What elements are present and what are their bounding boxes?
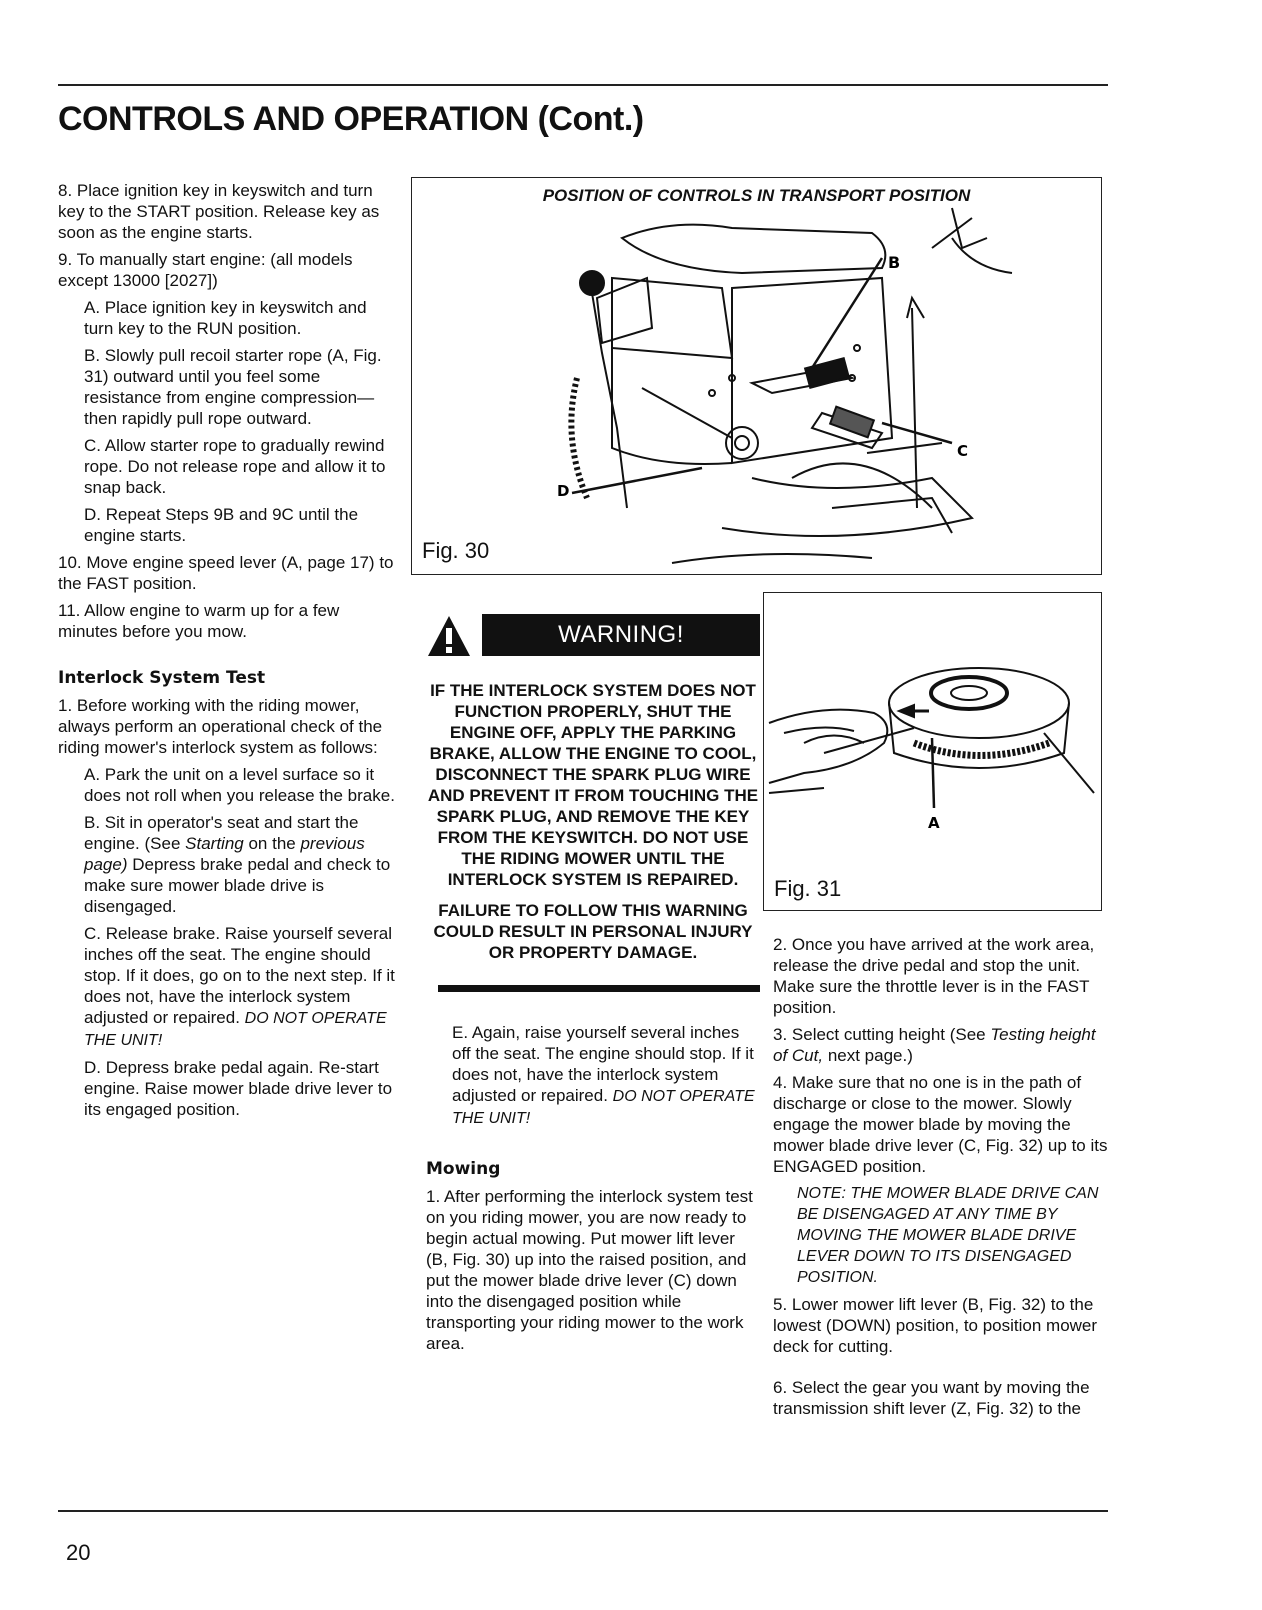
step-9b: B. Slowly pull recoil starter rope (A, Fig. 31) outward until you feel some resistance from engine compression— then rapidly pull rope outward.	[84, 346, 382, 428]
top-rule	[58, 84, 1108, 86]
interlock-heading: Interlock System Test	[58, 668, 266, 688]
bottom-rule	[58, 1510, 1108, 1512]
step-10: 10. Move engine speed lever (A, page 17) to the FAST position.	[58, 553, 394, 593]
step-9: 9. To manually start engine: (all models except 13000 [2027])	[58, 250, 353, 290]
right-column	[773, 934, 1108, 1425]
note: NOTE: THE MOWER BLADE DRIVE CAN BE DISENGAGED AT ANY TIME BY MOVING THE MOWER BLADE DRIVE LEVER DOWN TO ITS DISENGAGED POSITION.	[797, 1185, 1099, 1286]
warning-block	[426, 612, 760, 992]
mowing-step-6: 6. Select the gear you want by moving the transmission shift lever (Z, Fig. 32) to the	[773, 1378, 1090, 1418]
mower-controls-illustration	[412, 178, 1101, 574]
step-8: 8. Place ignition key in keyswitch and turn key to the START position. Release key as soon as the engine starts.	[58, 181, 380, 242]
fig30-label-b: B	[888, 253, 901, 272]
left-column	[58, 180, 398, 1126]
figure-30-caption: Fig. 30	[422, 538, 490, 563]
mowing-step-3: 3. Select cutting height (See Testing height of Cut, next page.)	[773, 1025, 1096, 1065]
interlock-step-d: D. Depress brake pedal again. Re-start engine. Raise mower blade drive lever to its engaged position.	[84, 1058, 393, 1119]
mowing-heading: Mowing	[426, 1159, 501, 1179]
mowing-step-2: 2. Once you have arrived at the work area, release the drive pedal and stop the unit. Make sure the throttle lever is in the FAST position.	[773, 935, 1095, 1017]
warning-header	[426, 612, 760, 658]
mowing-step-1: 1. After performing the interlock system test on you riding mower, you are now ready to begin actual mowing. Put mower lift lever (B, Fig. 30) up into the raised position, and put the mower blade drive lever (C) down into the disengaged position while transporting your riding mower to the work area.	[426, 1187, 753, 1353]
interlock-step-c: C. Release brake. Raise yourself several inches off the seat. The engine should stop. If it does, go on to the next step. If it does not, have the interlock system adjusted or repaired. DO NOT OPERATE THE UNIT!	[84, 924, 395, 1049]
step-9c: C. Allow starter rope to gradually rewind rope. Do not release rope and allow it to snap back.	[84, 436, 386, 497]
interlock-step-b: B. Sit in operator's seat and start the engine. (See Starting on the previous page) Depress brake pedal and check to make sure mower blade drive is disengaged.	[84, 813, 391, 916]
warning-bottom-bar	[438, 985, 760, 992]
page-title: CONTROLS AND OPERATION (Cont.)	[58, 100, 644, 138]
figure-31-caption: Fig. 31	[774, 876, 842, 901]
figure-30	[411, 177, 1102, 575]
step-11: 11. Allow engine to warm up for a few minutes before you mow.	[58, 601, 340, 641]
mowing-step-5: 5. Lower mower lift lever (B, Fig. 32) to the lowest (DOWN) position, to position mower deck for cutting.	[773, 1295, 1098, 1356]
step-9d: D. Repeat Steps 9B and 9C until the engine starts.	[84, 505, 359, 545]
step-9a: A. Place ignition key in keyswitch and turn key to the RUN position.	[84, 298, 367, 338]
middle-column	[426, 1022, 760, 1360]
fig30-label-d: D	[557, 482, 570, 500]
warning-text-1: IF THE INTERLOCK SYSTEM DOES NOT FUNCTION PROPERLY, SHUT THE ENGINE OFF, APPLY THE PARKING BRAKE, ALLOW THE ENGINE TO COOL, DISCONNECT THE SPARK PLUG WIRE AND PREVENT IT FROM TOUCHING THE SPARK PLUG, AND REMOVE THE KEY FROM THE KEYSWITCH. DO NOT USE THE RIDING MOWER UNTIL THE INTERLOCK SYSTEM IS REPAIRED.	[427, 681, 759, 889]
fig30-label-c: C	[957, 442, 969, 460]
warning-text-2: FAILURE TO FOLLOW THIS WARNING COULD RESULT IN PERSONAL INJURY OR PROPERTY DAMAGE.	[433, 901, 753, 962]
mowing-step-4: 4. Make sure that no one is in the path of discharge or close to the mower. Slowly engage the mower blade by moving the mower blade drive lever (C, Fig. 32) up to its ENGAGED position.	[773, 1073, 1108, 1176]
warning-triangle-icon	[426, 614, 472, 658]
recoil-starter-illustration	[764, 593, 1101, 910]
interlock-step-a: A. Park the unit on a level surface so it does not roll when you release the brake.	[84, 765, 395, 805]
fig31-label-a: A	[928, 814, 940, 832]
interlock-step-1: 1. Before working with the riding mower, always perform an operational check of the riding mower's interlock system as follows:	[58, 696, 383, 757]
warning-label: WARNING!	[482, 614, 760, 656]
figure-30-title: POSITION OF CONTROLS IN TRANSPORT POSITION	[542, 186, 971, 205]
figure-31	[763, 592, 1102, 911]
page-number: 20	[66, 1540, 91, 1565]
interlock-step-e: E. Again, raise yourself several inches off the seat. The engine should stop. If it does not, have the interlock system adjusted or repaired. DO NOT OPERATE THE UNIT!	[452, 1023, 755, 1127]
